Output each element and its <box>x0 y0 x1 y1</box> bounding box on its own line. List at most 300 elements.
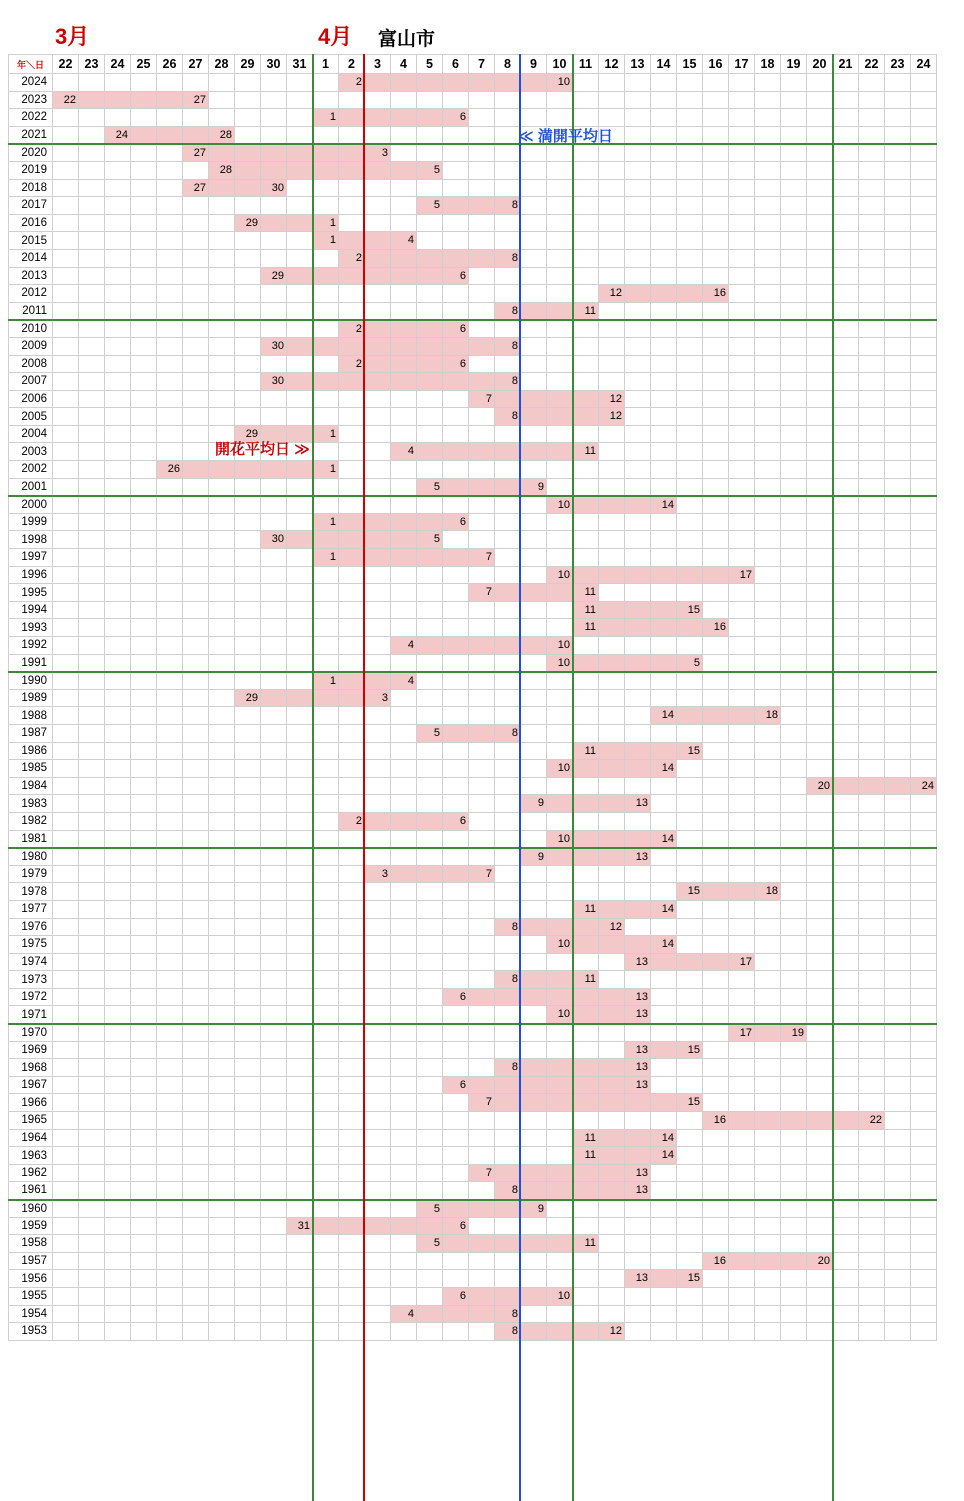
bar-cell <box>469 337 495 355</box>
bar-cell <box>781 478 807 496</box>
row-year-label: 1966 <box>9 1094 53 1112</box>
bar-cell <box>365 689 391 707</box>
bar-cell <box>443 496 469 514</box>
row-year-label: 2007 <box>9 373 53 391</box>
bar-cell <box>339 865 365 883</box>
bar-cell <box>911 496 937 514</box>
row-year-label: 1961 <box>9 1182 53 1200</box>
bar-cell <box>495 214 521 232</box>
bar-cell <box>833 953 859 971</box>
bar-cell <box>79 742 105 760</box>
bar-cell <box>235 214 261 232</box>
bar-cell <box>261 144 287 162</box>
bar-cell <box>365 1094 391 1112</box>
bar-cell <box>79 1147 105 1165</box>
bar-cell <box>495 795 521 813</box>
row-year-label: 1979 <box>9 865 53 883</box>
bar-cell <box>131 267 157 285</box>
bar-cell <box>157 1200 183 1218</box>
bar-cell <box>339 302 365 320</box>
bar-cell <box>807 443 833 461</box>
bar-cell <box>521 1129 547 1147</box>
bar-cell <box>677 566 703 584</box>
bar-cell <box>677 777 703 795</box>
bar-cell <box>183 549 209 567</box>
bar-cell <box>53 883 79 901</box>
bar-cell <box>781 812 807 830</box>
bar-cell <box>859 1076 885 1094</box>
bar-cell <box>339 918 365 936</box>
bar-cell <box>391 355 417 373</box>
bar-cell <box>911 637 937 655</box>
bar-cell <box>209 1287 235 1305</box>
bar-cell <box>261 496 287 514</box>
bar-cell <box>547 742 573 760</box>
bar-cell <box>885 285 911 303</box>
bar-cell <box>365 214 391 232</box>
bar-cell <box>573 337 599 355</box>
bar-cell <box>833 936 859 954</box>
bar-cell <box>235 126 261 144</box>
bar-cell <box>547 144 573 162</box>
bar-cell <box>781 1323 807 1341</box>
bar-cell <box>391 777 417 795</box>
bar-cell <box>833 883 859 901</box>
bar-cell <box>339 461 365 479</box>
bar-cell <box>79 1305 105 1323</box>
bar-cell <box>521 601 547 619</box>
bar-cell <box>131 900 157 918</box>
bar-cell <box>521 337 547 355</box>
bar-cell <box>859 1252 885 1270</box>
bar-cell <box>183 408 209 426</box>
bar-cell <box>183 1076 209 1094</box>
bar-cell <box>573 830 599 848</box>
bar-cell <box>755 302 781 320</box>
bar-cell <box>677 1164 703 1182</box>
bar-cell <box>755 443 781 461</box>
table-row <box>9 971 937 989</box>
row-year-label: 2017 <box>9 197 53 215</box>
bar-cell <box>209 126 235 144</box>
bar-end-label: 15 <box>687 603 700 616</box>
bar-cell <box>287 390 313 408</box>
bar-cell <box>53 654 79 672</box>
bar-cell <box>625 883 651 901</box>
bar-cell <box>781 513 807 531</box>
bar-cell <box>729 1006 755 1024</box>
bar-cell <box>365 900 391 918</box>
bar-end-label: 13 <box>635 850 648 863</box>
bar-cell <box>885 865 911 883</box>
bar-end-label: 19 <box>791 1026 804 1039</box>
bar-cell <box>131 337 157 355</box>
bar-cell <box>521 549 547 567</box>
bar-cell <box>625 724 651 742</box>
bar-cell <box>833 795 859 813</box>
bar-cell <box>911 408 937 426</box>
bar-cell <box>157 830 183 848</box>
bar-cell <box>313 267 339 285</box>
bar-cell <box>287 408 313 426</box>
bar-cell <box>391 161 417 179</box>
bar-cell <box>547 214 573 232</box>
bar-cell <box>287 91 313 109</box>
bar-cell <box>53 373 79 391</box>
bar-cell <box>677 724 703 742</box>
bar-cell <box>261 1094 287 1112</box>
bar-cell <box>703 285 729 303</box>
bar-cell <box>417 619 443 637</box>
bar-cell <box>131 408 157 426</box>
bar-cell <box>235 1076 261 1094</box>
bar-cell <box>885 1200 911 1218</box>
bar-cell <box>729 689 755 707</box>
bar-cell <box>105 1270 131 1288</box>
bar-cell <box>781 531 807 549</box>
bar-cell <box>131 161 157 179</box>
bar-cell <box>729 1305 755 1323</box>
bar-cell <box>625 812 651 830</box>
bar-cell <box>573 197 599 215</box>
bar-cell <box>833 513 859 531</box>
bar-cell <box>833 1182 859 1200</box>
bar-cell <box>781 848 807 866</box>
bar-cell <box>105 1305 131 1323</box>
bar-cell <box>495 953 521 971</box>
bar-start-label: 10 <box>557 1008 570 1021</box>
bar-cell <box>729 179 755 197</box>
bar-cell <box>209 883 235 901</box>
bar-cell <box>729 724 755 742</box>
bar-cell <box>599 848 625 866</box>
bar-cell <box>781 443 807 461</box>
bar-cell <box>157 724 183 742</box>
bar-cell <box>703 232 729 250</box>
bar-cell <box>469 267 495 285</box>
bar-cell <box>53 249 79 267</box>
bar-cell <box>521 777 547 795</box>
bar-cell <box>703 408 729 426</box>
bar-start-label: 5 <box>433 726 440 739</box>
bar-cell <box>651 936 677 954</box>
bar-cell <box>521 848 547 866</box>
bar-cell <box>521 373 547 391</box>
bar-cell <box>599 355 625 373</box>
row-year-label: 1971 <box>9 1006 53 1024</box>
bar-cell <box>131 74 157 92</box>
bar-cell <box>495 478 521 496</box>
bar-cell <box>105 971 131 989</box>
bar-cell <box>755 1305 781 1323</box>
bar-cell <box>391 74 417 92</box>
bar-cell <box>651 566 677 584</box>
bar-cell <box>911 161 937 179</box>
bar-cell <box>547 1235 573 1253</box>
bar-cell <box>235 1024 261 1042</box>
bar-cell <box>157 126 183 144</box>
bar-cell <box>183 74 209 92</box>
bar-cell <box>443 742 469 760</box>
bar-cell <box>391 1006 417 1024</box>
bar-cell <box>261 337 287 355</box>
bar-end-label: 6 <box>459 269 466 282</box>
bar-cell <box>781 144 807 162</box>
bar-cell <box>573 1041 599 1059</box>
bar-cell <box>807 1076 833 1094</box>
bar-cell <box>885 848 911 866</box>
bar-cell <box>755 549 781 567</box>
bar-cell <box>625 1076 651 1094</box>
bar-cell <box>287 285 313 303</box>
table-row <box>9 777 937 795</box>
bar-cell <box>911 1182 937 1200</box>
bar-cell <box>521 584 547 602</box>
bar-cell <box>157 707 183 725</box>
bar-cell <box>53 74 79 92</box>
bar-cell <box>599 1164 625 1182</box>
bar-cell <box>53 144 79 162</box>
bar-cell <box>79 109 105 127</box>
bar-cell <box>235 1112 261 1130</box>
bar-cell <box>261 179 287 197</box>
bar-cell <box>911 513 937 531</box>
bar-cell <box>651 285 677 303</box>
bar-cell <box>209 390 235 408</box>
bar-cell <box>313 197 339 215</box>
bar-cell <box>287 601 313 619</box>
bar-cell <box>495 355 521 373</box>
bar-cell <box>131 848 157 866</box>
bar-cell <box>807 707 833 725</box>
row-year-label: 2002 <box>9 461 53 479</box>
bar-cell <box>807 1182 833 1200</box>
bar-cell <box>183 302 209 320</box>
row-year-label: 1953 <box>9 1323 53 1341</box>
bar-cell <box>781 724 807 742</box>
bar-cell <box>183 337 209 355</box>
bar-cell <box>261 302 287 320</box>
group-separator-line-3 <box>832 54 834 1501</box>
bar-cell <box>781 232 807 250</box>
bar-cell <box>521 637 547 655</box>
bar-cell <box>573 953 599 971</box>
bar-cell <box>209 566 235 584</box>
bar-cell <box>313 91 339 109</box>
bar-cell <box>183 1270 209 1288</box>
bar-cell <box>339 637 365 655</box>
bar-cell <box>651 355 677 373</box>
bar-cell <box>339 566 365 584</box>
bar-cell <box>573 1252 599 1270</box>
bar-cell <box>547 1059 573 1077</box>
bar-cell <box>495 1182 521 1200</box>
bar-cell <box>287 707 313 725</box>
bar-cell <box>677 619 703 637</box>
bar-cell <box>859 179 885 197</box>
bar-cell <box>807 1094 833 1112</box>
bar-cell <box>911 461 937 479</box>
bar-cell <box>183 1217 209 1235</box>
bar-cell <box>417 249 443 267</box>
bar-cell <box>313 1323 339 1341</box>
bar-cell <box>807 91 833 109</box>
bar-cell <box>859 513 885 531</box>
row-year-label: 1992 <box>9 637 53 655</box>
table-row <box>9 1076 937 1094</box>
bar-cell <box>339 672 365 690</box>
bar-cell <box>807 848 833 866</box>
bar-cell <box>703 865 729 883</box>
bar-cell <box>339 425 365 443</box>
bar-cell <box>417 918 443 936</box>
bar-cell <box>573 1006 599 1024</box>
table-row <box>9 936 937 954</box>
bar-cell <box>911 267 937 285</box>
bar-cell <box>131 724 157 742</box>
bar-cell <box>573 971 599 989</box>
bar-cell <box>443 795 469 813</box>
row-year-label: 1995 <box>9 584 53 602</box>
bar-cell <box>677 1252 703 1270</box>
bar-cell <box>625 549 651 567</box>
bar-cell <box>157 953 183 971</box>
bar-cell <box>235 1287 261 1305</box>
bar-start-label: 9 <box>537 850 544 863</box>
bar-cell <box>651 373 677 391</box>
bar-cell <box>807 126 833 144</box>
bar-cell <box>885 126 911 144</box>
bar-cell <box>599 461 625 479</box>
bar-cell <box>521 91 547 109</box>
bar-cell <box>677 865 703 883</box>
bar-cell <box>313 355 339 373</box>
bar-cell <box>495 1024 521 1042</box>
bar-cell <box>131 1164 157 1182</box>
bar-cell <box>651 1112 677 1130</box>
bar-cell <box>339 1129 365 1147</box>
bar-cell <box>599 1287 625 1305</box>
bar-cell <box>261 689 287 707</box>
bar-cell <box>183 848 209 866</box>
bar-cell <box>625 1147 651 1165</box>
bar-cell <box>781 390 807 408</box>
bar-cell <box>131 461 157 479</box>
bar-start-label: 2 <box>355 251 362 264</box>
bar-cell <box>183 425 209 443</box>
bar-cell <box>391 619 417 637</box>
bar-cell <box>469 1200 495 1218</box>
bar-cell <box>911 549 937 567</box>
bar-cell <box>651 126 677 144</box>
bar-cell <box>53 549 79 567</box>
bar-start-label: 14 <box>661 709 674 722</box>
bar-cell <box>105 848 131 866</box>
bar-cell <box>859 1287 885 1305</box>
row-year-label: 2015 <box>9 232 53 250</box>
bar-cell <box>677 408 703 426</box>
row-year-label: 2020 <box>9 144 53 162</box>
day-header-32: 23 <box>885 55 911 74</box>
bar-cell <box>573 1094 599 1112</box>
bar-cell <box>625 1094 651 1112</box>
bar-cell <box>313 707 339 725</box>
bar-cell <box>287 777 313 795</box>
bar-cell <box>547 584 573 602</box>
bar-cell <box>651 777 677 795</box>
bar-cell <box>209 760 235 778</box>
bar-cell <box>287 795 313 813</box>
bar-cell <box>313 584 339 602</box>
bar-cell <box>183 865 209 883</box>
bar-cell <box>703 214 729 232</box>
bar-cell <box>391 461 417 479</box>
bar-cell <box>781 777 807 795</box>
day-header-19: 10 <box>547 55 573 74</box>
bar-cell <box>703 707 729 725</box>
bar-cell <box>703 197 729 215</box>
bar-cell <box>651 232 677 250</box>
row-year-label: 1981 <box>9 830 53 848</box>
bar-cell <box>651 144 677 162</box>
bar-cell <box>287 179 313 197</box>
bar-cell <box>391 883 417 901</box>
bar-cell <box>391 302 417 320</box>
bar-cell <box>495 109 521 127</box>
bar-cell <box>599 689 625 707</box>
bar-cell <box>599 302 625 320</box>
bar-cell <box>157 936 183 954</box>
bar-cell <box>781 830 807 848</box>
bar-cell <box>781 865 807 883</box>
bar-cell <box>417 461 443 479</box>
bar-cell <box>443 214 469 232</box>
bar-cell <box>183 1164 209 1182</box>
bar-start-label: 28 <box>219 163 232 176</box>
bar-cell <box>469 1217 495 1235</box>
bar-cell <box>53 390 79 408</box>
bar-cell <box>287 1217 313 1235</box>
row-year-label: 1988 <box>9 707 53 725</box>
bar-cell <box>443 601 469 619</box>
bar-cell <box>53 408 79 426</box>
bar-end-label: 10 <box>557 639 570 651</box>
bar-cell <box>313 1147 339 1165</box>
bar-cell <box>625 214 651 232</box>
bar-cell <box>105 830 131 848</box>
bar-cell <box>131 179 157 197</box>
bar-cell <box>703 953 729 971</box>
bar-cell <box>521 1041 547 1059</box>
bar-cell <box>105 373 131 391</box>
bar-cell <box>573 214 599 232</box>
bar-cell <box>469 144 495 162</box>
day-header-3: 25 <box>131 55 157 74</box>
bar-cell <box>131 584 157 602</box>
bar-cell <box>261 900 287 918</box>
bar-cell <box>521 461 547 479</box>
bar-cell <box>157 1252 183 1270</box>
bar-cell <box>417 1200 443 1218</box>
bar-cell <box>781 549 807 567</box>
bar-cell <box>521 1059 547 1077</box>
bar-cell <box>183 953 209 971</box>
bar-cell <box>417 267 443 285</box>
bar-cell <box>807 109 833 127</box>
bar-cell <box>599 971 625 989</box>
bar-cell <box>287 1129 313 1147</box>
bar-cell <box>183 988 209 1006</box>
